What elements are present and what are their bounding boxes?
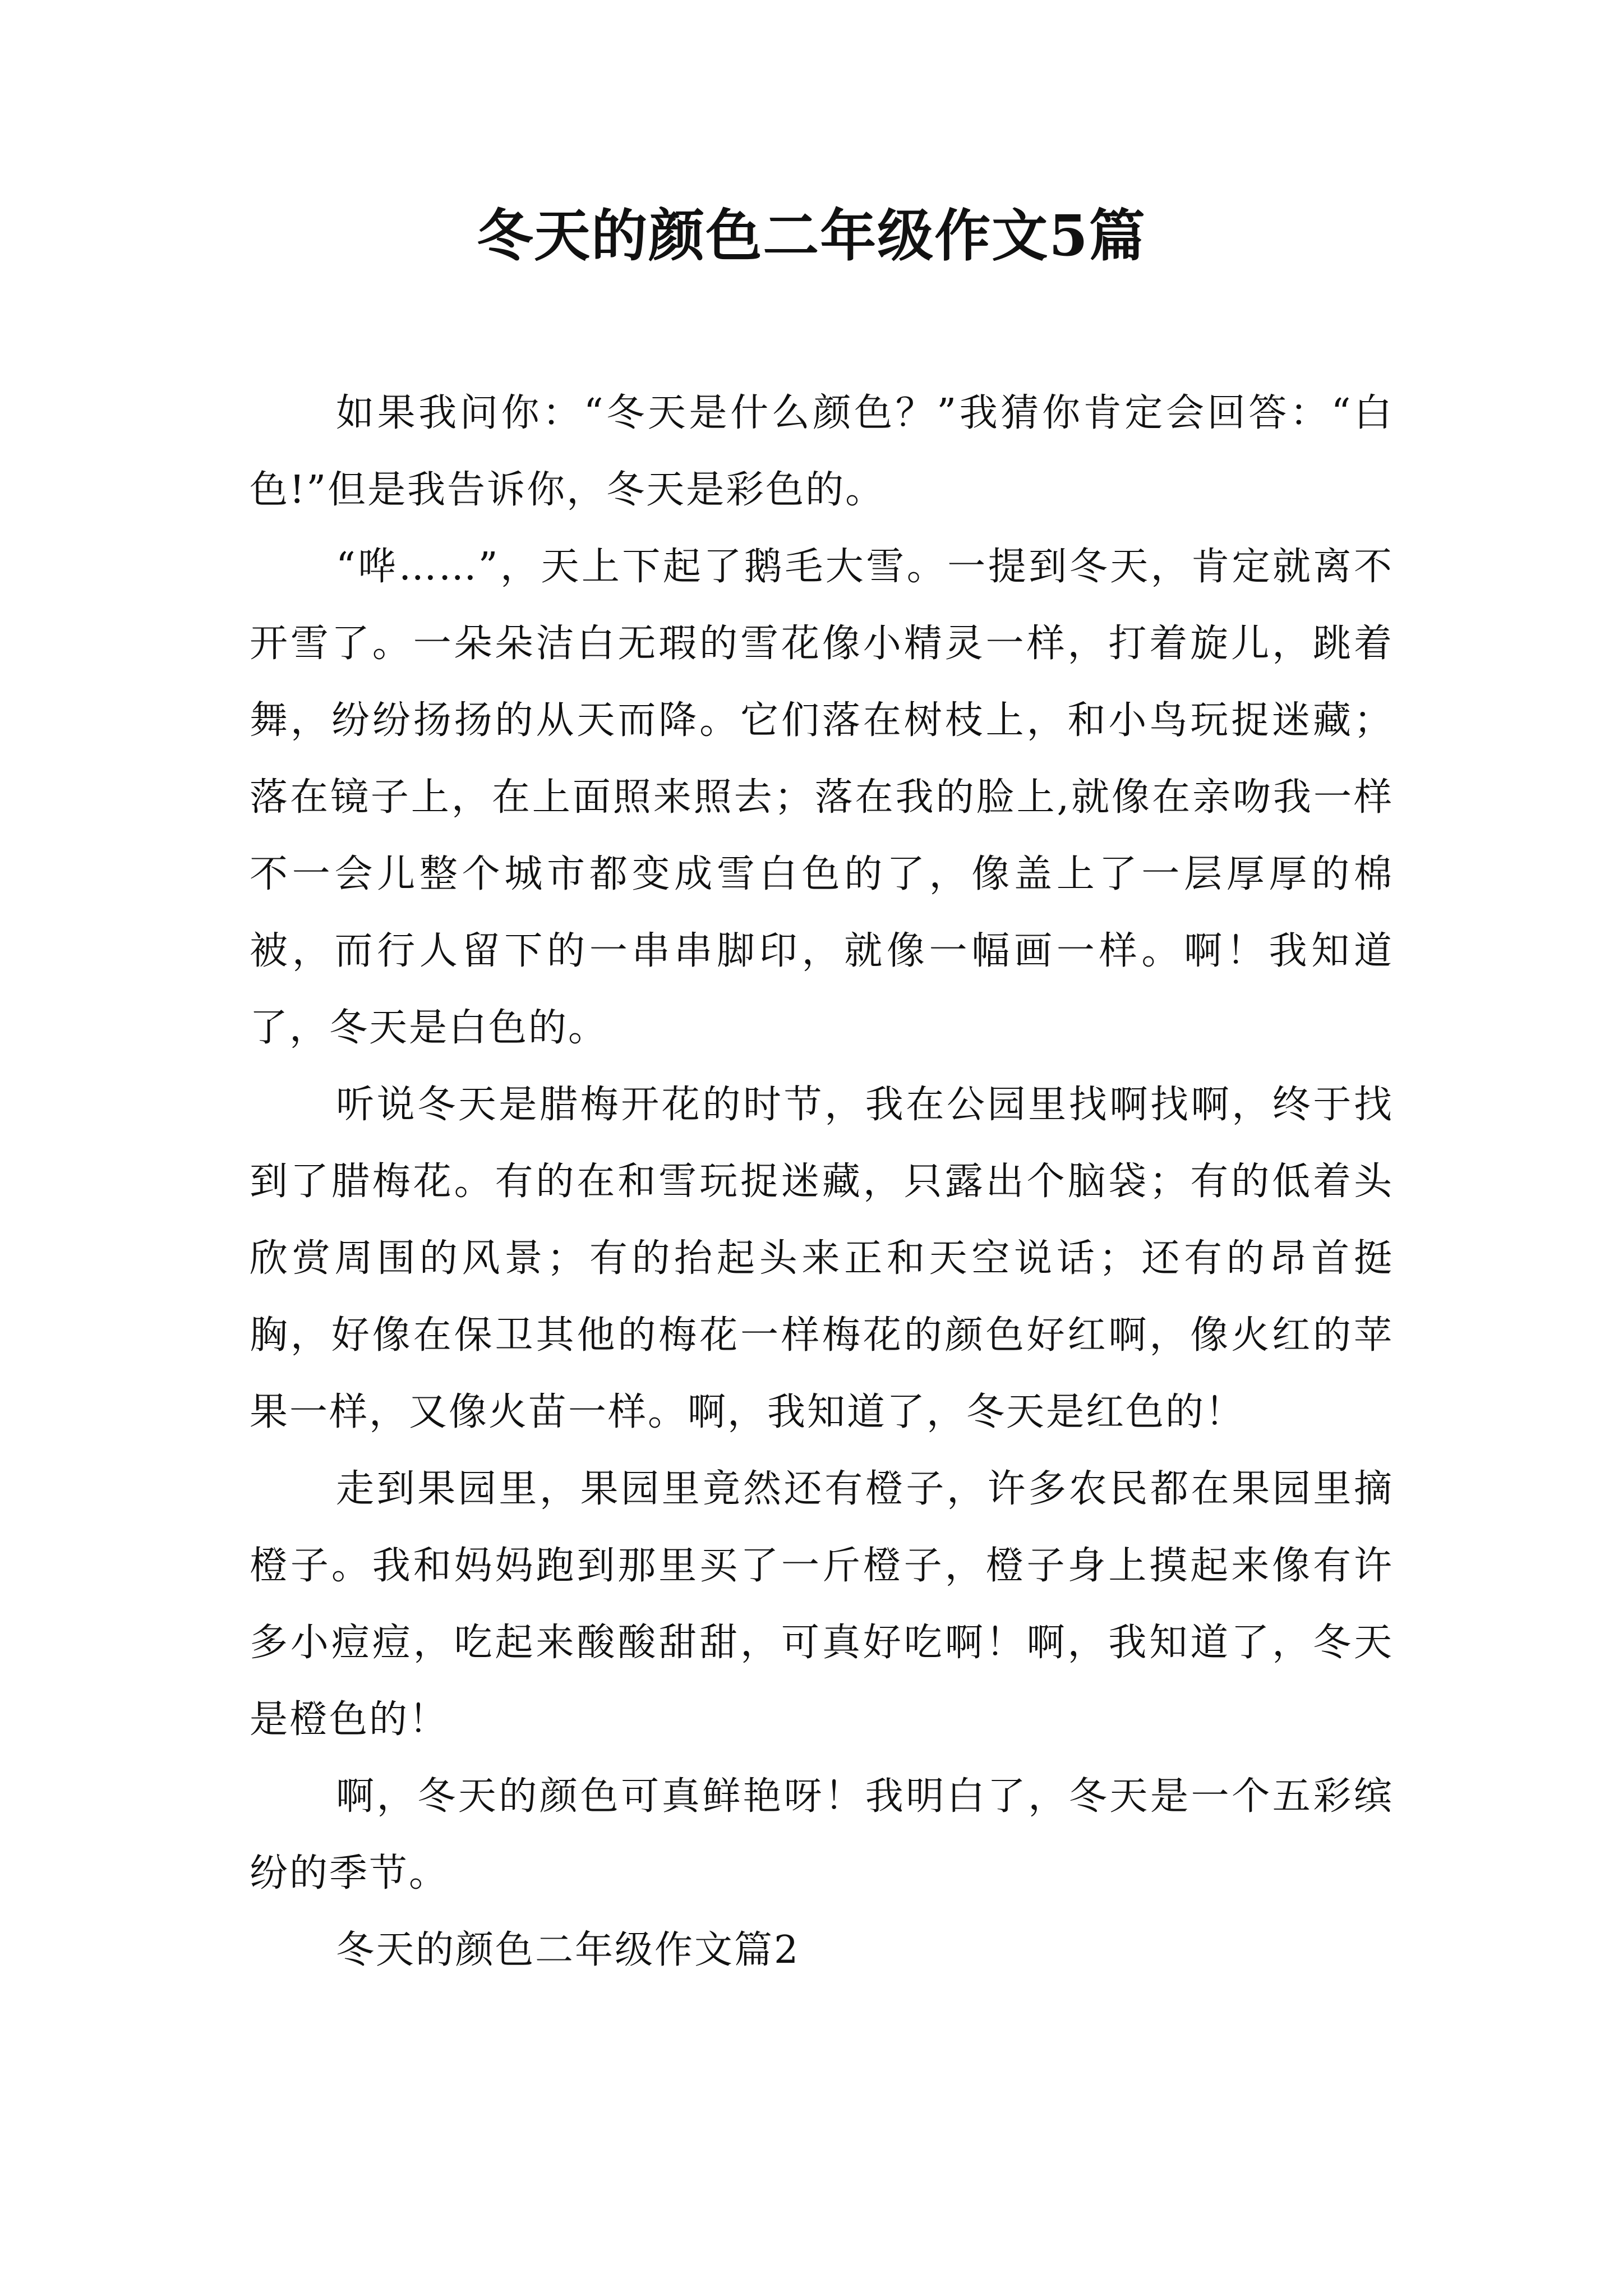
document-body	[250, 375, 1394, 1989]
paragraph-orange: 走到果园里，果园里竟然还有橙子，许多农民都在果园里摘橙子。我和妈妈跑到那里买了一斤橙子，橙子身上摸起来像有许多小痘痘，吃起来酸酸甜甜，可真好吃啊！啊，我知道了，冬天是橙色的！	[250, 1467, 1394, 1742]
section-heading-essay-2: 冬天的颜色二年级作文篇2	[336, 1928, 800, 1972]
paragraph-white-snow: “哗……”，天上下起了鹅毛大雪。一提到冬天，肯定就离不开雪了。一朵朵洁白无瑕的雪花像小精灵一样，打着旋儿，跳着舞，纷纷扬扬的从天而降。它们落在树枝上，和小鸟玩捉迷藏；落在镜子上，在上面照来照去；落在我的脸上,就像在亲吻我一样不一会儿整个城市都变成雪白色的了，像盖上了一层厚厚的棉被，而行人留下的一串串脚印，就像一幅画一样。啊！我知道了，冬天是白色的。	[250, 545, 1394, 1050]
paragraph-red-plum: 听说冬天是腊梅开花的时节，我在公园里找啊找啊，终于找到了腊梅花。有的在和雪玩捉迷藏，只露出个脑袋；有的低着头欣赏周围的风景；有的抬起头来正和天空说话；还有的昂首挺胸，好像在保卫其他的梅花一样梅花的颜色好红啊，像火红的苹果一样，又像火苗一样。啊，我知道了，冬天是红色的！	[250, 1083, 1394, 1434]
paragraph-intro: 如果我问你：“冬天是什么颜色？”我猜你肯定会回答：“白色!”但是我告诉你，冬天是彩色的。	[250, 391, 1394, 512]
document-title: 冬天的颜色二年级作文5篇	[477, 203, 1146, 269]
paragraph-conclusion: 啊，冬天的颜色可真鲜艳呀！我明白了，冬天是一个五彩缤纷的季节。	[250, 1774, 1394, 1895]
